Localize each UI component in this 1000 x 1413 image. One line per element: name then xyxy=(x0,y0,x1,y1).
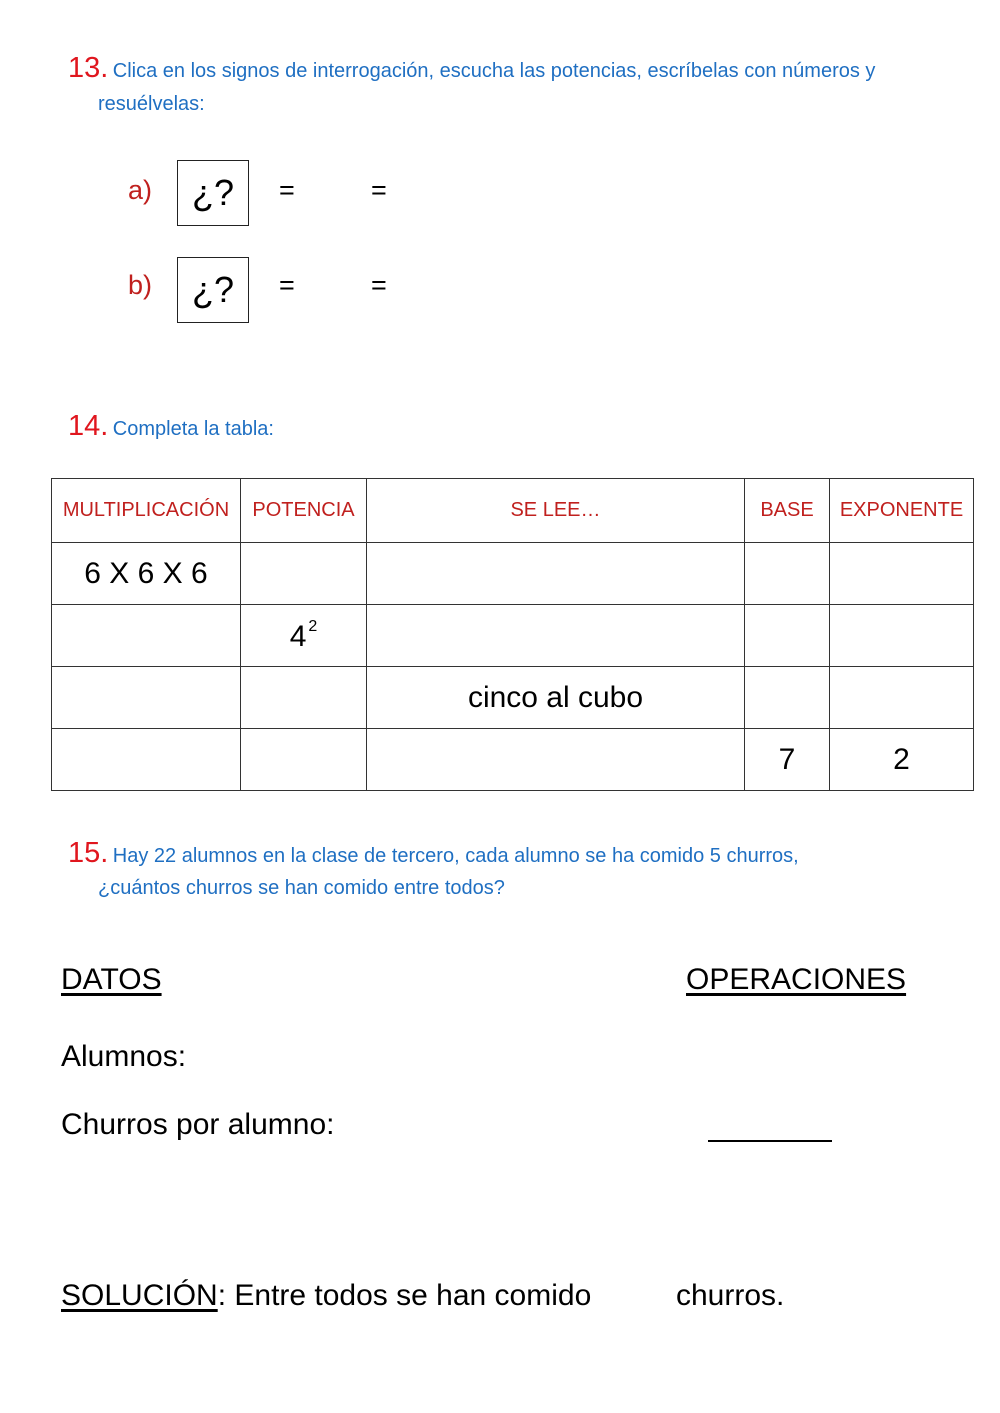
solucion-text: : Entre todos se han comido xyxy=(217,1279,592,1312)
cell-potencia-input[interactable] xyxy=(241,729,367,791)
cell-exponente-input[interactable] xyxy=(830,605,974,667)
datos-heading: DATOS xyxy=(61,963,162,996)
q15-header xyxy=(68,837,799,870)
solution-sentence xyxy=(61,1279,591,1313)
cell-multiplicacion-input[interactable] xyxy=(52,605,241,667)
q13-header xyxy=(68,52,875,85)
q13-item-a-letter: a) xyxy=(128,175,153,205)
table-row xyxy=(52,543,974,605)
q13-item-b-equals-1: = xyxy=(279,270,295,300)
q13-item-b-audio-button[interactable]: ¿? xyxy=(177,257,249,323)
cell-se-lee: cinco al cubo xyxy=(367,667,745,729)
q13-item-b-letter: b) xyxy=(128,270,153,300)
cell-base-input[interactable] xyxy=(745,667,830,729)
operation-line xyxy=(708,1140,832,1142)
q15-text-line1: Hay 22 alumnos en la clase de tercero, cada alumno se ha comido 5 churros, xyxy=(112,845,799,867)
cell-se-lee-input[interactable] xyxy=(367,729,745,791)
cell-multiplicacion-input[interactable] xyxy=(52,729,241,791)
cell-exponente-input[interactable] xyxy=(830,543,974,605)
cell-base-input[interactable] xyxy=(745,543,830,605)
q15-number: 15. xyxy=(68,837,109,869)
header-se-lee: SE LEE… xyxy=(367,479,745,543)
cell-exponente: 2 xyxy=(830,729,974,791)
churros-label: Churros por alumno: xyxy=(61,1108,335,1141)
q15-text-line2: ¿cuántos churros se han comido entre todos? xyxy=(98,877,505,899)
q14-number: 14. xyxy=(68,410,109,442)
cell-exponente-input[interactable] xyxy=(830,667,974,729)
cell-potencia xyxy=(241,605,367,667)
header-multiplicacion: MULTIPLICACIÓN xyxy=(52,479,241,543)
potencia-base: 4 xyxy=(289,619,307,653)
cell-se-lee-input[interactable] xyxy=(367,605,745,667)
table-row xyxy=(52,605,974,667)
solucion-end: churros. xyxy=(676,1279,785,1312)
solucion-label: SOLUCIÓN xyxy=(61,1279,218,1312)
q13-text-line2: resuélvelas: xyxy=(98,93,205,115)
q13-number: 13. xyxy=(68,52,109,84)
cell-multiplicacion-input[interactable] xyxy=(52,667,241,729)
header-potencia: POTENCIA xyxy=(241,479,367,543)
cell-base: 7 xyxy=(745,729,830,791)
cell-base-input[interactable] xyxy=(745,605,830,667)
q14-header xyxy=(68,410,274,443)
q13-item-a-equals-2: = xyxy=(371,175,387,205)
table-header-row xyxy=(52,479,974,543)
table-row xyxy=(52,667,974,729)
q13-item-a-audio-button[interactable]: ¿? xyxy=(177,160,249,226)
operaciones-heading: OPERACIONES xyxy=(686,963,907,996)
q13-item-b-equals-2: = xyxy=(371,270,387,300)
header-base: BASE xyxy=(745,479,830,543)
powers-table xyxy=(51,478,974,791)
cell-se-lee-input[interactable] xyxy=(367,543,745,605)
alumnos-label: Alumnos: xyxy=(61,1040,187,1073)
q13-text-line1: Clica en los signos de interrogación, escucha las potencias, escríbelas con números y xyxy=(112,60,876,82)
q13-item-a-equals-1: = xyxy=(279,175,295,205)
potencia-exponent: 2 xyxy=(308,617,318,635)
cell-multiplicacion: 6 X 6 X 6 xyxy=(52,543,241,605)
header-exponente: EXPONENTE xyxy=(830,479,974,543)
cell-potencia-input[interactable] xyxy=(241,667,367,729)
cell-potencia-input[interactable] xyxy=(241,543,367,605)
table-row xyxy=(52,729,974,791)
q14-text: Completa la tabla: xyxy=(112,418,274,440)
